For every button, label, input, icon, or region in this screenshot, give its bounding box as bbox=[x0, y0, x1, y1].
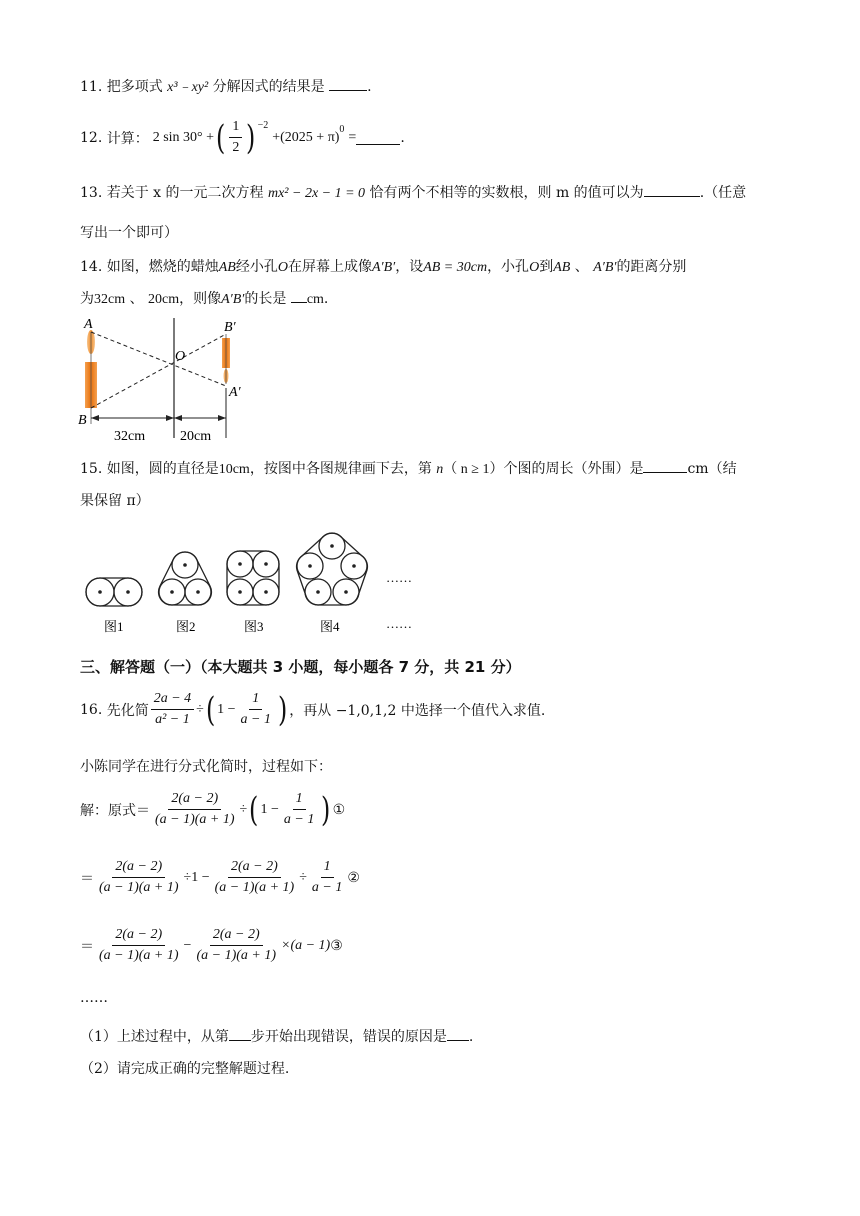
distance-value: 20cm bbox=[148, 292, 180, 307]
fraction-denominator: (a − 1)(a + 1) bbox=[214, 880, 295, 895]
fraction-denominator: (a − 1)(a + 1) bbox=[196, 948, 276, 963]
answer-blank[interactable] bbox=[356, 130, 400, 145]
question-text: 计算： bbox=[106, 130, 149, 147]
fraction-numerator: 2(a − 2) bbox=[112, 858, 165, 878]
operator: ÷ bbox=[196, 701, 204, 717]
answer-blank[interactable] bbox=[447, 1026, 469, 1041]
label-20cm: 20cm bbox=[180, 429, 212, 444]
fraction bbox=[96, 926, 182, 965]
fraction-denominator: a − 1 bbox=[283, 812, 315, 827]
fraction-numerator: 1 bbox=[293, 790, 306, 810]
center-dot bbox=[126, 590, 130, 594]
fraction-numerator: 1 bbox=[321, 858, 334, 878]
figure-label-4: 图4 bbox=[320, 619, 340, 634]
center-dot bbox=[170, 590, 174, 594]
figure-4 bbox=[297, 533, 368, 605]
fraction-denominator: (a − 1)(a + 1) bbox=[155, 812, 235, 827]
fraction bbox=[238, 690, 274, 729]
center-dot bbox=[238, 590, 242, 594]
figure-label-3: 图3 bbox=[244, 619, 264, 634]
question-number: 14. bbox=[80, 259, 103, 275]
math-expression: 1 − bbox=[260, 801, 279, 817]
solution-step-1 bbox=[80, 790, 345, 829]
condition: （ n ≥ 1） bbox=[443, 462, 504, 477]
fraction-numerator: 2(a − 2) bbox=[168, 790, 221, 810]
section-heading: 三、解答题（一）（本大题共 3 小题，每小题各 7 分，共 21 分） bbox=[80, 658, 521, 676]
question-15 bbox=[80, 458, 737, 478]
fraction-denominator: (a − 1)(a + 1) bbox=[99, 880, 179, 895]
unit: cm（结 bbox=[687, 461, 737, 477]
math-expression: 1 − bbox=[217, 701, 236, 717]
ellipsis-top: …… bbox=[386, 570, 412, 585]
question-text: 如图，燃烧的蜡烛 bbox=[106, 259, 219, 275]
fraction-numerator: 2a − 4 bbox=[151, 690, 194, 710]
question-text: 把多项式 bbox=[106, 79, 163, 95]
equals-sign: = bbox=[348, 129, 357, 145]
center-dot bbox=[264, 562, 268, 566]
sub-question-1 bbox=[80, 1026, 473, 1046]
operator: ÷ bbox=[299, 869, 307, 885]
math-equation: mx² − 2x − 1 = 0 bbox=[267, 186, 366, 201]
figure-label-1: 图1 bbox=[104, 619, 124, 634]
exponent: 0 bbox=[339, 124, 345, 135]
math-expression: 2 sin 30° + bbox=[152, 129, 215, 145]
center-dot bbox=[183, 563, 187, 567]
fraction bbox=[212, 858, 298, 897]
question-13-line2: 写出一个即可） bbox=[80, 225, 178, 241]
right-paren: ) bbox=[246, 117, 256, 158]
unit: cm bbox=[306, 292, 324, 307]
center-dot bbox=[196, 590, 200, 594]
separator: 、 bbox=[574, 259, 589, 275]
question-text: 分解因式的结果是 bbox=[212, 79, 325, 95]
fraction-numerator: 2(a − 2) bbox=[112, 926, 165, 946]
fraction bbox=[151, 690, 194, 729]
fraction-numerator: 1 bbox=[249, 690, 262, 710]
outer-band bbox=[227, 551, 279, 605]
right-paren: ) bbox=[277, 689, 288, 730]
center-dot bbox=[264, 590, 268, 594]
question-text: （1）上述过程中，从第 bbox=[80, 1029, 229, 1045]
question-15-line2: 果保留 π） bbox=[80, 493, 150, 509]
answer-blank[interactable] bbox=[329, 76, 367, 91]
step-prefix: 解：原式＝ bbox=[80, 802, 150, 819]
label-o: O bbox=[175, 349, 186, 364]
right-paren: ) bbox=[321, 789, 331, 830]
question-text: 经小孔 bbox=[235, 259, 278, 275]
punctuation: . bbox=[400, 129, 405, 146]
step-marker: ③ bbox=[330, 937, 343, 954]
left-paren: ( bbox=[205, 689, 216, 730]
fraction bbox=[193, 926, 279, 965]
segment-label: A′B′ bbox=[371, 260, 396, 275]
center-dot bbox=[238, 562, 242, 566]
ellipsis: …… bbox=[80, 990, 108, 1006]
fraction-numerator: 1 bbox=[229, 118, 242, 138]
answer-blank[interactable] bbox=[291, 288, 307, 303]
equals-sign: ＝ bbox=[80, 870, 94, 887]
left-paren: ( bbox=[249, 789, 259, 830]
center-dot bbox=[308, 564, 312, 568]
question-text: 到 bbox=[539, 259, 554, 275]
figure-2 bbox=[159, 552, 212, 605]
step-marker: ② bbox=[347, 869, 360, 886]
question-text: 如图，圆的直径是 bbox=[106, 461, 219, 477]
fraction-denominator: a − 1 bbox=[240, 712, 271, 727]
outer-band bbox=[297, 533, 368, 605]
question-text: ，则像 bbox=[179, 291, 222, 307]
question-number: 13. bbox=[80, 185, 103, 201]
point-label: O bbox=[529, 260, 540, 275]
diameter-value: 10cm bbox=[218, 462, 250, 477]
figure-label-2: 图2 bbox=[176, 619, 196, 634]
question-number: 16. bbox=[80, 701, 103, 718]
figure-3 bbox=[227, 551, 279, 605]
question-number: 11. bbox=[80, 79, 103, 95]
question-text: 先化简 bbox=[106, 702, 149, 719]
math-expression: x³﹣xy² bbox=[167, 80, 209, 95]
ray-a bbox=[91, 332, 226, 386]
fraction-denominator: 2 bbox=[232, 140, 240, 155]
left-paren: ( bbox=[216, 117, 226, 158]
question-14-line2: 为32cm 、 20cm，则像A′B′的长是 cm. bbox=[80, 288, 328, 308]
question-text: 的长是 bbox=[244, 291, 287, 307]
center-dot bbox=[352, 564, 356, 568]
question-14 bbox=[80, 256, 686, 276]
step-marker: ① bbox=[332, 801, 346, 818]
fraction bbox=[152, 790, 238, 829]
question-13 bbox=[80, 182, 746, 202]
label-a: A bbox=[84, 317, 93, 332]
segment-label: A′B′ bbox=[593, 260, 617, 275]
sub-question-2: （2）请完成正确的完整解题过程. bbox=[80, 1061, 290, 1077]
variable: n bbox=[436, 462, 444, 477]
center-dot bbox=[330, 544, 334, 548]
segment-label: AB bbox=[218, 260, 236, 275]
center-dot bbox=[316, 590, 320, 594]
fraction-denominator: a² − 1 bbox=[155, 712, 190, 727]
label-32cm: 32cm bbox=[114, 429, 146, 444]
question-text: ，再从 −1,0,1,2 中选择一个值代入求值. bbox=[289, 702, 546, 719]
operator: ÷ bbox=[239, 801, 248, 817]
fraction bbox=[281, 790, 317, 829]
distance-value: 32cm bbox=[94, 292, 126, 307]
question-11 bbox=[80, 76, 372, 96]
punctuation: . bbox=[468, 1029, 474, 1045]
segment-label: A′B′ bbox=[221, 292, 245, 307]
center-dot bbox=[344, 590, 348, 594]
question-text: 为 bbox=[80, 291, 94, 307]
circle-pattern-figures bbox=[80, 530, 420, 636]
question-16 bbox=[80, 690, 545, 729]
question-text: 在屏幕上成像 bbox=[287, 259, 372, 275]
center-dot bbox=[98, 590, 102, 594]
arrowhead bbox=[174, 415, 182, 421]
exponent: −2 bbox=[257, 120, 269, 131]
solution-step-2 bbox=[80, 858, 360, 897]
arrowhead bbox=[91, 415, 99, 421]
figure-1 bbox=[86, 578, 142, 606]
question-text: 若关于 x 的一元二次方程 bbox=[106, 185, 264, 201]
question-number: 12. bbox=[80, 129, 103, 146]
math-expression: ×(a − 1) bbox=[281, 937, 331, 953]
arrowhead bbox=[166, 415, 174, 421]
answer-blank[interactable] bbox=[229, 1026, 251, 1041]
question-text: ，小孔 bbox=[487, 259, 530, 275]
answer-blank[interactable] bbox=[643, 458, 687, 473]
math-equation: AB = 30cm bbox=[423, 260, 488, 275]
point-label: O bbox=[277, 260, 288, 275]
fraction bbox=[229, 118, 242, 157]
solution-intro: 小陈同学在进行分式化简时，过程如下： bbox=[80, 759, 332, 775]
fraction-numerator: 2(a − 2) bbox=[210, 926, 263, 946]
question-text: ，设 bbox=[395, 259, 424, 275]
operator: ÷1 − bbox=[183, 869, 210, 885]
fraction-numerator: 2(a − 2) bbox=[228, 858, 281, 878]
question-text: 步开始出现错误，错误的原因是 bbox=[250, 1029, 447, 1045]
fraction-denominator: a − 1 bbox=[311, 880, 343, 895]
segment-label: AB bbox=[553, 260, 571, 275]
math-expression: +(2025 + π) bbox=[272, 129, 340, 145]
fraction bbox=[309, 858, 345, 897]
label-a-prime: A′ bbox=[229, 385, 241, 400]
question-text: ，按图中各图规律画下去，第 bbox=[249, 461, 432, 477]
operator: − bbox=[183, 937, 192, 953]
ray-b bbox=[91, 334, 226, 408]
question-text: 个图的周长（外围）是 bbox=[503, 461, 644, 477]
question-number: 15. bbox=[80, 461, 103, 477]
fraction bbox=[96, 858, 182, 897]
question-text: 的距离分别 bbox=[616, 259, 687, 275]
ellipsis-bottom: …… bbox=[386, 616, 412, 631]
question-text: 恰有两个不相等的实数根，则 m 的值可以为 bbox=[369, 185, 644, 201]
answer-blank[interactable] bbox=[644, 182, 700, 197]
punctuation: . bbox=[367, 79, 372, 95]
pinhole-camera-figure bbox=[74, 314, 254, 446]
arrowhead bbox=[218, 415, 226, 421]
solution-step-3 bbox=[80, 926, 343, 965]
fraction-denominator: (a − 1)(a + 1) bbox=[99, 948, 179, 963]
question-12 bbox=[80, 118, 405, 157]
question-text: .（任意 bbox=[699, 185, 747, 201]
equals-sign: ＝ bbox=[80, 938, 94, 955]
label-b-prime: B′ bbox=[224, 320, 236, 335]
separator: 、 bbox=[129, 291, 144, 307]
label-b: B bbox=[78, 413, 87, 428]
